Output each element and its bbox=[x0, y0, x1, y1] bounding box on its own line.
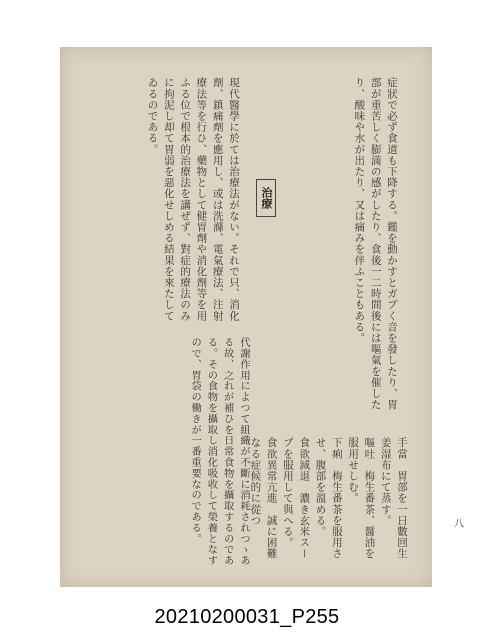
section-heading: 治療 bbox=[256, 179, 276, 217]
image-caption: 20210200031_P255 bbox=[154, 606, 340, 628]
document-page bbox=[60, 47, 464, 587]
upper-right-text-block: 症狀で必ず食道も下降する。鑑を動かすとガブく音を發したり、胃部が重苦しく膨満の感がしたり、食後一二時間後には嘔氣を催したり、酸味や水が出たり、又は痛みを伴ふこともある。 bbox=[353, 77, 398, 410]
upper-left-text-block: 現代醫學に於ては治療法がない。それで只、消化劑、鎮痛劑を應用し、或は洗滌、電氣療法、注射療法等を行ひ、藥物として健胃劑や消化劑等を用ふる位で根本的治療法を講ぜず、對症的療法のみに拘泥し却て胃弱を惡化せしめる結果を來たしてゐるのである。 bbox=[146, 77, 240, 322]
lower-left-text-block: 代謝作用によつて組織が不斷に消耗されつゝある故、之れが補ひを日常食物を攝取するのである。その食物を攝取し消化吸收して榮養となすので、胃袋の働きが一番重要なのである。 bbox=[189, 337, 250, 566]
page-number: 八 bbox=[454, 519, 464, 530]
lower-right-text-block: 手當 胃部を一日數回生姜湿布にて蒸す。 嘔吐 梅生番茶、醤油を服用せしむ。 下痢 梅生番茶を服用させ、腹部を溫める。 食欲減退 濃き玄米スープを服用して與へる。 食欲異常亢進 誠に困難なる症候的に從つ bbox=[249, 437, 408, 560]
